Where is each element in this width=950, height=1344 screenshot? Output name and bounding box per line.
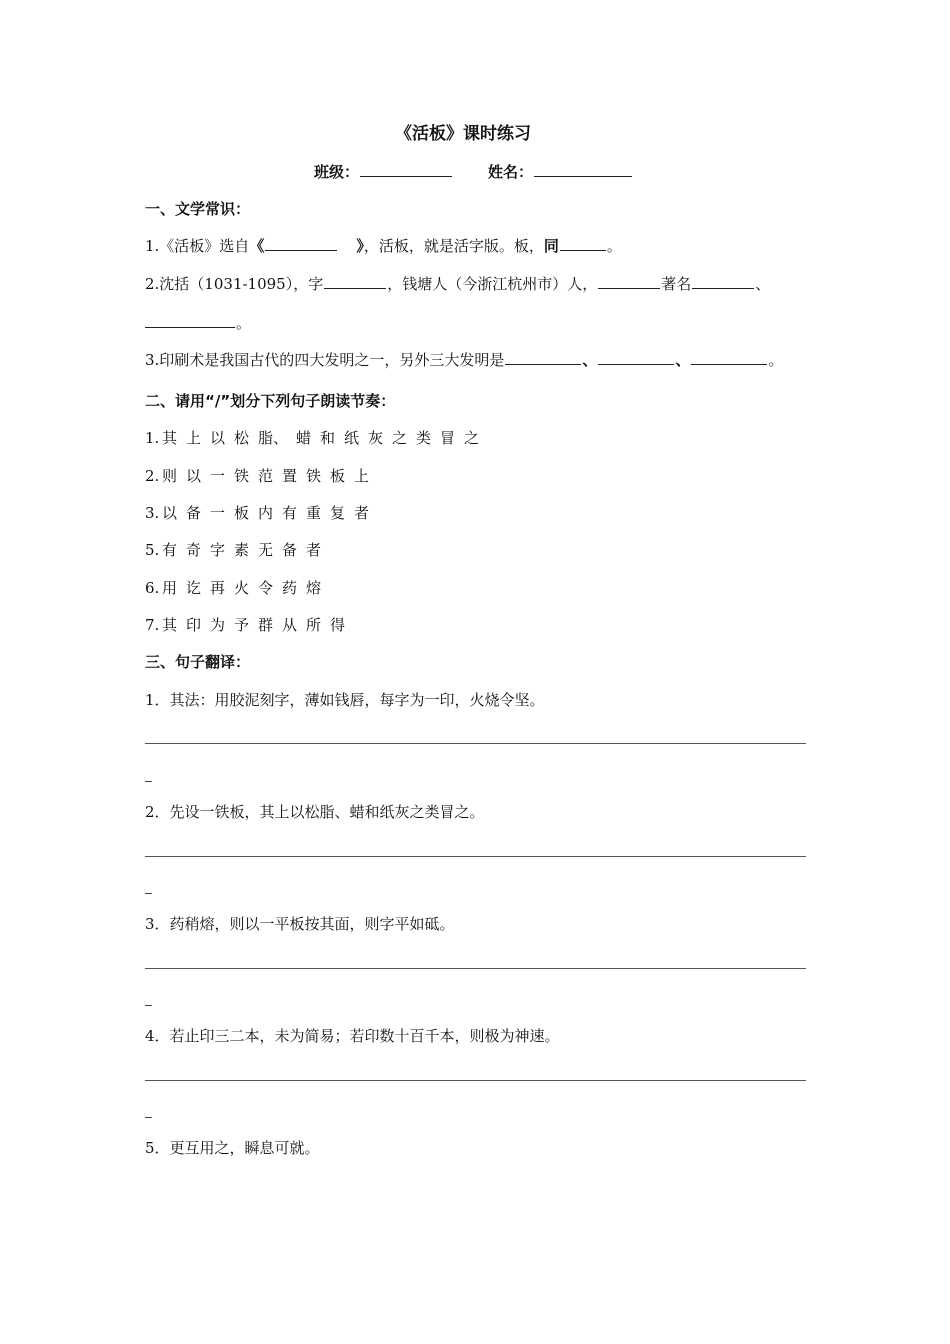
rhythm-char: 予 bbox=[234, 616, 250, 634]
name-blank[interactable] bbox=[534, 160, 632, 177]
rhythm-char: 奇 bbox=[186, 541, 202, 559]
rhythm-char: 者 bbox=[354, 504, 370, 522]
rhythm-char: 得 bbox=[330, 616, 346, 634]
rhythm-char: 和 bbox=[320, 429, 336, 447]
rhythm-char: 置 bbox=[282, 467, 298, 485]
rhythm-char: 板 bbox=[234, 504, 250, 522]
rhythm-number: 2. bbox=[145, 467, 160, 485]
rhythm-char: 之 bbox=[464, 429, 480, 447]
rhythm-sentence[interactable] bbox=[145, 427, 488, 449]
rhythm-char: 灰 bbox=[368, 429, 384, 447]
rhythm-char: 复 bbox=[330, 504, 346, 522]
translation-item: 4．若止印三二本，未为简易；若印数十百千本，则极为神速。 bbox=[145, 1027, 560, 1045]
rhythm-char: 有 bbox=[162, 541, 178, 559]
translation-item: 1．其法：用胶泥刻字，薄如钱唇，每字为一印，火烧令坚。 bbox=[145, 691, 545, 709]
rhythm-char: 备 bbox=[282, 541, 298, 559]
rhythm-char: 范 bbox=[258, 467, 274, 485]
rhythm-number: 1. bbox=[145, 429, 160, 447]
class-label: 班级： bbox=[314, 163, 360, 181]
rhythm-char: 熔 bbox=[306, 579, 322, 597]
rhythm-char: 蜡 bbox=[296, 429, 312, 447]
title-blank-2[interactable] bbox=[145, 311, 235, 328]
rhythm-char: 板 bbox=[330, 467, 346, 485]
rhythm-char: 所 bbox=[306, 616, 322, 634]
name-field bbox=[488, 160, 633, 183]
courtesy-name-blank[interactable] bbox=[324, 272, 386, 289]
invention-blank-1[interactable] bbox=[505, 348, 581, 365]
rhythm-sentence[interactable] bbox=[145, 502, 378, 524]
rhythm-char: 药 bbox=[282, 579, 298, 597]
answer-line-tail bbox=[145, 1005, 152, 1006]
answer-line[interactable] bbox=[145, 856, 806, 857]
section2-heading: 二、请用“/”划分下列句子朗读节奏： bbox=[145, 392, 396, 410]
answer-line[interactable] bbox=[145, 743, 806, 744]
answer-line-tail bbox=[145, 1117, 152, 1118]
invention-blank-2[interactable] bbox=[598, 348, 674, 365]
section1-heading: 一、文学常识： bbox=[145, 200, 251, 218]
rhythm-char: 令 bbox=[258, 579, 274, 597]
tong-blank[interactable] bbox=[560, 234, 606, 251]
rhythm-char: 纸 bbox=[344, 429, 360, 447]
rhythm-number: 7. bbox=[145, 616, 160, 634]
rhythm-number: 5. bbox=[145, 541, 160, 559]
answer-line[interactable] bbox=[145, 968, 806, 969]
rhythm-char: 以 bbox=[210, 429, 226, 447]
rhythm-char: 脂、 bbox=[258, 429, 289, 447]
rhythm-sentence[interactable] bbox=[145, 577, 330, 599]
section3-heading: 三、句子翻译： bbox=[145, 653, 251, 671]
rhythm-char: 铁 bbox=[234, 467, 250, 485]
rhythm-char: 则 bbox=[162, 467, 178, 485]
rhythm-char: 铁 bbox=[306, 467, 322, 485]
rhythm-sentence[interactable] bbox=[145, 465, 378, 487]
page-title: 《活板》课时练习 bbox=[395, 124, 531, 144]
translation-item: 5．更互用之，瞬息可就。 bbox=[145, 1139, 320, 1157]
rhythm-char: 以 bbox=[162, 504, 178, 522]
rhythm-char: 以 bbox=[186, 467, 202, 485]
rhythm-char: 备 bbox=[186, 504, 202, 522]
rhythm-char: 群 bbox=[258, 616, 274, 634]
rhythm-char: 为 bbox=[210, 616, 226, 634]
rhythm-char: 其 bbox=[162, 429, 178, 447]
rhythm-char: 松 bbox=[234, 429, 250, 447]
title-blank-1[interactable] bbox=[692, 272, 754, 289]
rhythm-number: 3. bbox=[145, 504, 160, 522]
rhythm-sentence[interactable] bbox=[145, 614, 354, 636]
translation-item: 2．先设一铁板，其上以松脂、蜡和纸灰之类冒之。 bbox=[145, 803, 485, 821]
rhythm-char: 上 bbox=[354, 467, 370, 485]
s1-question-2: 2.沈括（1031-1095），字 ，钱塘人（今浙江杭州市）人， 著名 、 bbox=[145, 272, 770, 295]
rhythm-char: 印 bbox=[186, 616, 202, 634]
rhythm-char: 者 bbox=[306, 541, 322, 559]
class-field bbox=[314, 160, 453, 183]
rhythm-char: 再 bbox=[210, 579, 226, 597]
s1-question-2-cont: 。 bbox=[145, 311, 251, 334]
answer-line-tail bbox=[145, 781, 152, 782]
rhythm-char: 内 bbox=[258, 504, 274, 522]
rhythm-char: 有 bbox=[282, 504, 298, 522]
class-blank[interactable] bbox=[360, 160, 452, 177]
answer-line[interactable] bbox=[145, 1080, 806, 1081]
invention-blank-3[interactable] bbox=[691, 348, 767, 365]
rhythm-char: 字 bbox=[210, 541, 226, 559]
rhythm-char: 之 bbox=[392, 429, 408, 447]
translation-item: 3．药稍熔，则以一平板按其面，则字平如砥。 bbox=[145, 915, 455, 933]
rhythm-char: 重 bbox=[306, 504, 322, 522]
rhythm-char: 讫 bbox=[186, 579, 202, 597]
source-blank[interactable] bbox=[265, 234, 337, 251]
rhythm-char: 其 bbox=[162, 616, 178, 634]
rhythm-sentence[interactable] bbox=[145, 539, 330, 561]
name-label: 姓名： bbox=[488, 163, 534, 181]
rhythm-number: 6. bbox=[145, 579, 160, 597]
rhythm-char: 无 bbox=[258, 541, 274, 559]
s1-question-1: 1.《活板》选自《 》，活板，就是活字版。板，同 。 bbox=[145, 234, 622, 257]
answer-line-tail bbox=[145, 893, 152, 894]
dynasty-blank[interactable] bbox=[598, 272, 660, 289]
s1-question-3: 3.印刷术是我国古代的四大发明之一，另外三大发明是 、 、 。 bbox=[145, 348, 783, 371]
rhythm-char: 类 bbox=[416, 429, 432, 447]
rhythm-char: 火 bbox=[234, 579, 250, 597]
rhythm-char: 一 bbox=[210, 467, 226, 485]
rhythm-char: 用 bbox=[162, 579, 178, 597]
rhythm-char: 从 bbox=[282, 616, 298, 634]
rhythm-char: 素 bbox=[234, 541, 250, 559]
rhythm-char: 冒 bbox=[440, 429, 456, 447]
rhythm-char: 上 bbox=[186, 429, 202, 447]
rhythm-char: 一 bbox=[210, 504, 226, 522]
